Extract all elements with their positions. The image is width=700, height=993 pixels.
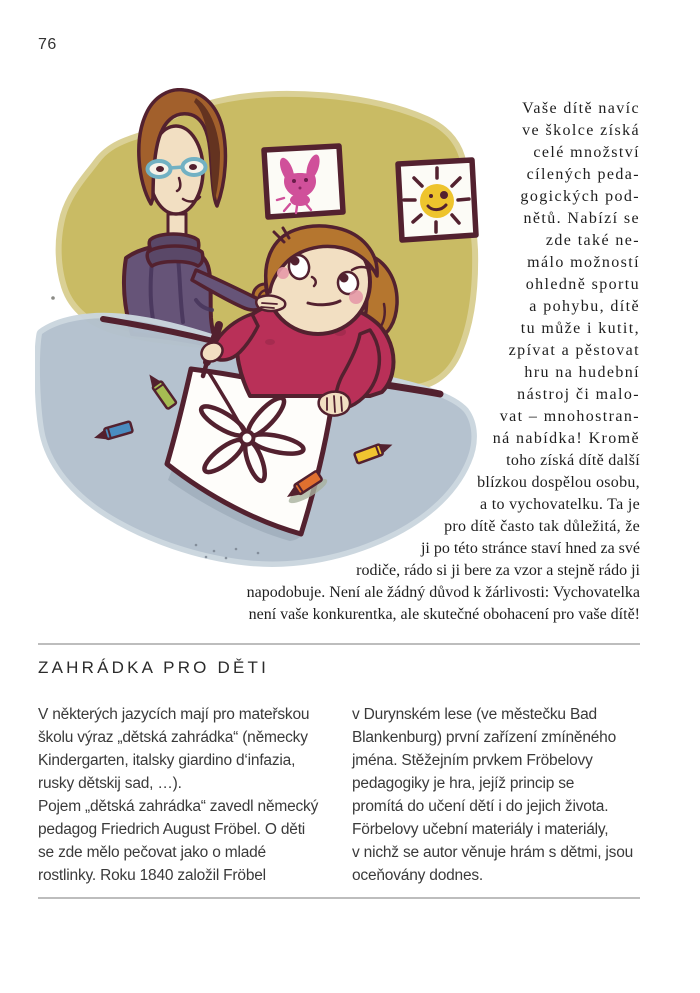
divider-top [38, 643, 640, 645]
column-right: v Durynském lese (ve městečku Bad Blankenburg) první zařízení zmíněného jména. Stěžejním prvkem Fröbelovy pedagogiky je hra, jejíž princip se promítá do učení dětí i do jejich života. Förbelovy učební materiály i materiály, v nichž se autor věnuje hrám s dětmi, jsou oceňovány dodnes. [352, 706, 634, 884]
column-left: V některých jazycích mají pro mateřskou školu výraz „dětská zahrádka“ (německy Kindergarten, italsky giardino d‘infazia, rusky dětskij sad, …). Pojem „dětská zahrádka“ zavedl německý pedagog Friedrich August Fröbel. O děti se zde mělo pečovat jako o mladé rostlinky. Roku 1840 založil Fröbel [38, 706, 319, 884]
section-heading: ZAHRÁDKA PRO DĚTI [38, 658, 270, 677]
info-box-columns [38, 703, 678, 887]
intro-paragraph: Vaše dítě navíc ve školce získá celé množství cílených peda- gogických pod- nětů. Nabízí se zde také ne- málo možností ohledně sportu a pohybu, dítě tu může i kutit, zpívat a pěstovat hru na hudební nástroj či malo- vat – mnohostran- ná nabídka! Kromě toho získá dítě další blízkou dospělou osobu, a to vychovatelku. Ta je pro dítě často tak důležitá, že ji po této stránce staví hned za své rodiče, rádo si ji bere za vzor a stejně rádo ji napodobuje. Není ale žádný důvod k žárlivosti: Vychovatelka není vaše konkurentka, ale skutečné obohacení pro vaše dítě! [246, 100, 640, 623]
divider-bottom [38, 897, 640, 899]
page-number: 76 [38, 36, 57, 53]
